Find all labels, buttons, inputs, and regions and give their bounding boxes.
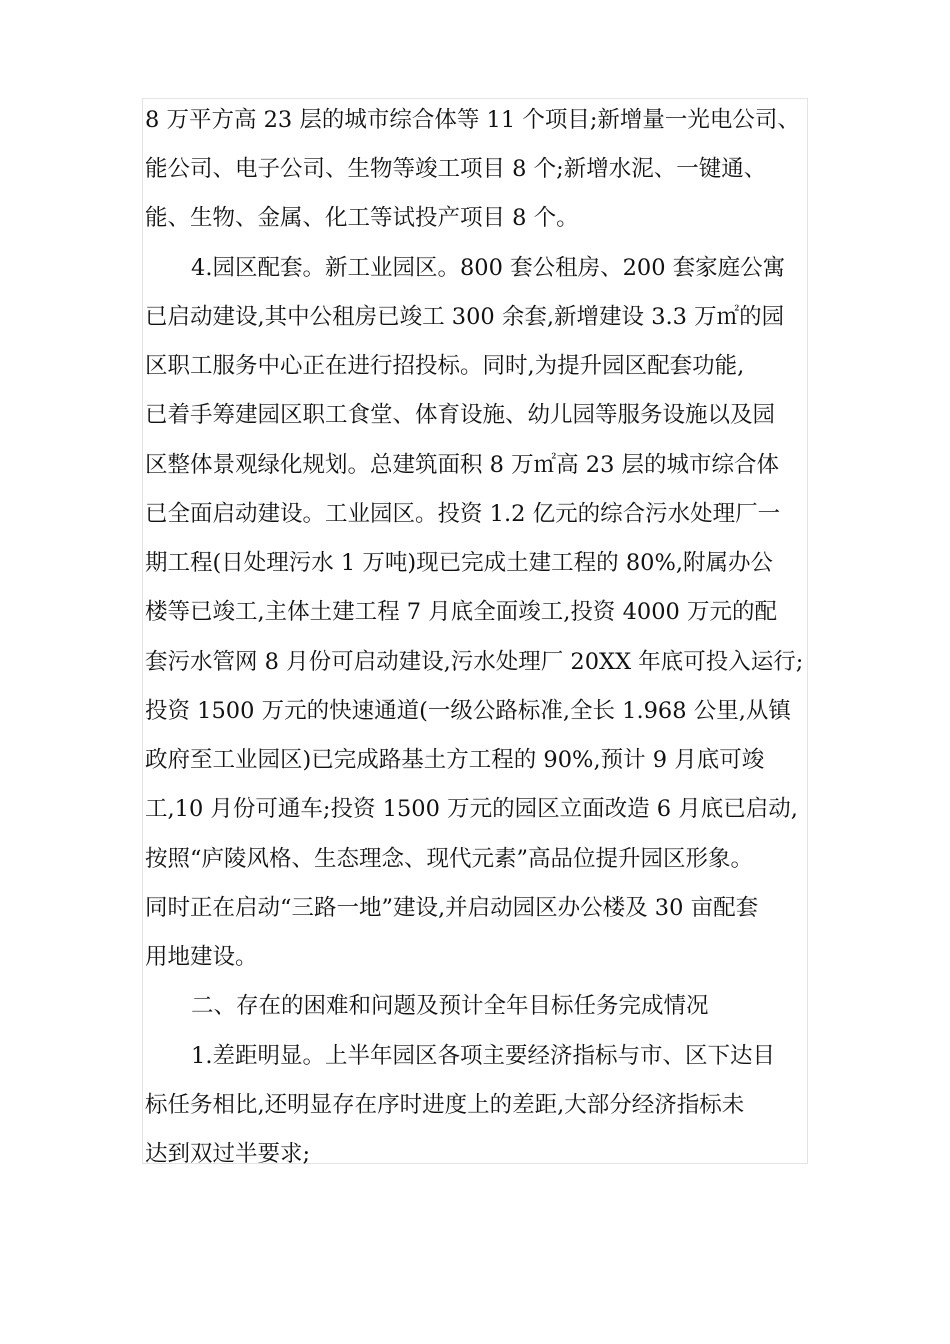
text-line: 区整体景观绿化规划。总建筑面积 8 万㎡高 23 层的城市综合体 — [145, 452, 780, 478]
text-line: 标任务相比,还明显存在序时进度上的差距,大部分经济指标未 — [145, 1092, 745, 1118]
text-line: 套污水管网 8 月份可启动建设,污水处理厂 20XX 年底可投入运行; — [145, 649, 804, 675]
text-line: 用地建设。 — [145, 944, 258, 970]
text-line: 区职工服务中心正在进行招投标。同时,为提升园区配套功能, — [145, 353, 745, 379]
section-heading: 二、存在的困难和问题及预计全年目标任务完成情况 — [191, 993, 709, 1019]
paragraph-start-line: 1.差距明显。上半年园区各项主要经济指标与市、区下达目 — [191, 1043, 775, 1069]
paragraph-start-line: 4.园区配套。新工业园区。800 套公租房、200 套家庭公寓 — [191, 255, 786, 281]
text-line: 投资 1500 万元的快速通道(一级公路标准,全长 1.968 公里,从镇 — [145, 698, 791, 724]
text-line: 已全面启动建设。工业园区。投资 1.2 亿元的综合污水处理厂一 — [145, 501, 781, 527]
text-line: 按照“庐陵风格、生态理念、现代元素”高品位提升园区形象。 — [145, 846, 754, 872]
text-line: 同时正在启动“三路一地”建设,并启动园区办公楼及 30 亩配套 — [145, 895, 759, 921]
text-line: 能公司、电子公司、生物等竣工项目 8 个;新增水泥、一键通、 — [145, 156, 767, 182]
text-line: 期工程(日处理污水 1 万吨)现已完成土建工程的 80%,附属办公 — [145, 550, 773, 576]
text-line: 工,10 月份可通车;投资 1500 万元的园区立面改造 6 月底已启动, — [145, 796, 798, 822]
text-line: 政府至工业园区)已完成路基土方工程的 90%,预计 9 月底可竣 — [145, 747, 765, 773]
text-line: 能、生物、金属、化工等试投产项目 8 个。 — [145, 205, 579, 231]
text-line: 达到双过半要求; — [145, 1141, 311, 1167]
text-line: 已着手筹建园区职工食堂、体育设施、幼儿园等服务设施以及园 — [145, 402, 776, 428]
text-line: 楼等已竣工,主体土建工程 7 月底全面竣工,投资 4000 万元的配 — [145, 599, 777, 625]
text-line: 已启动建设,其中公租房已竣工 300 余套,新增建设 3.3 万㎡的园 — [145, 304, 785, 330]
text-line: 8 万平方高 23 层的城市综合体等 11 个项目;新增量一光电公司、 — [145, 107, 800, 133]
